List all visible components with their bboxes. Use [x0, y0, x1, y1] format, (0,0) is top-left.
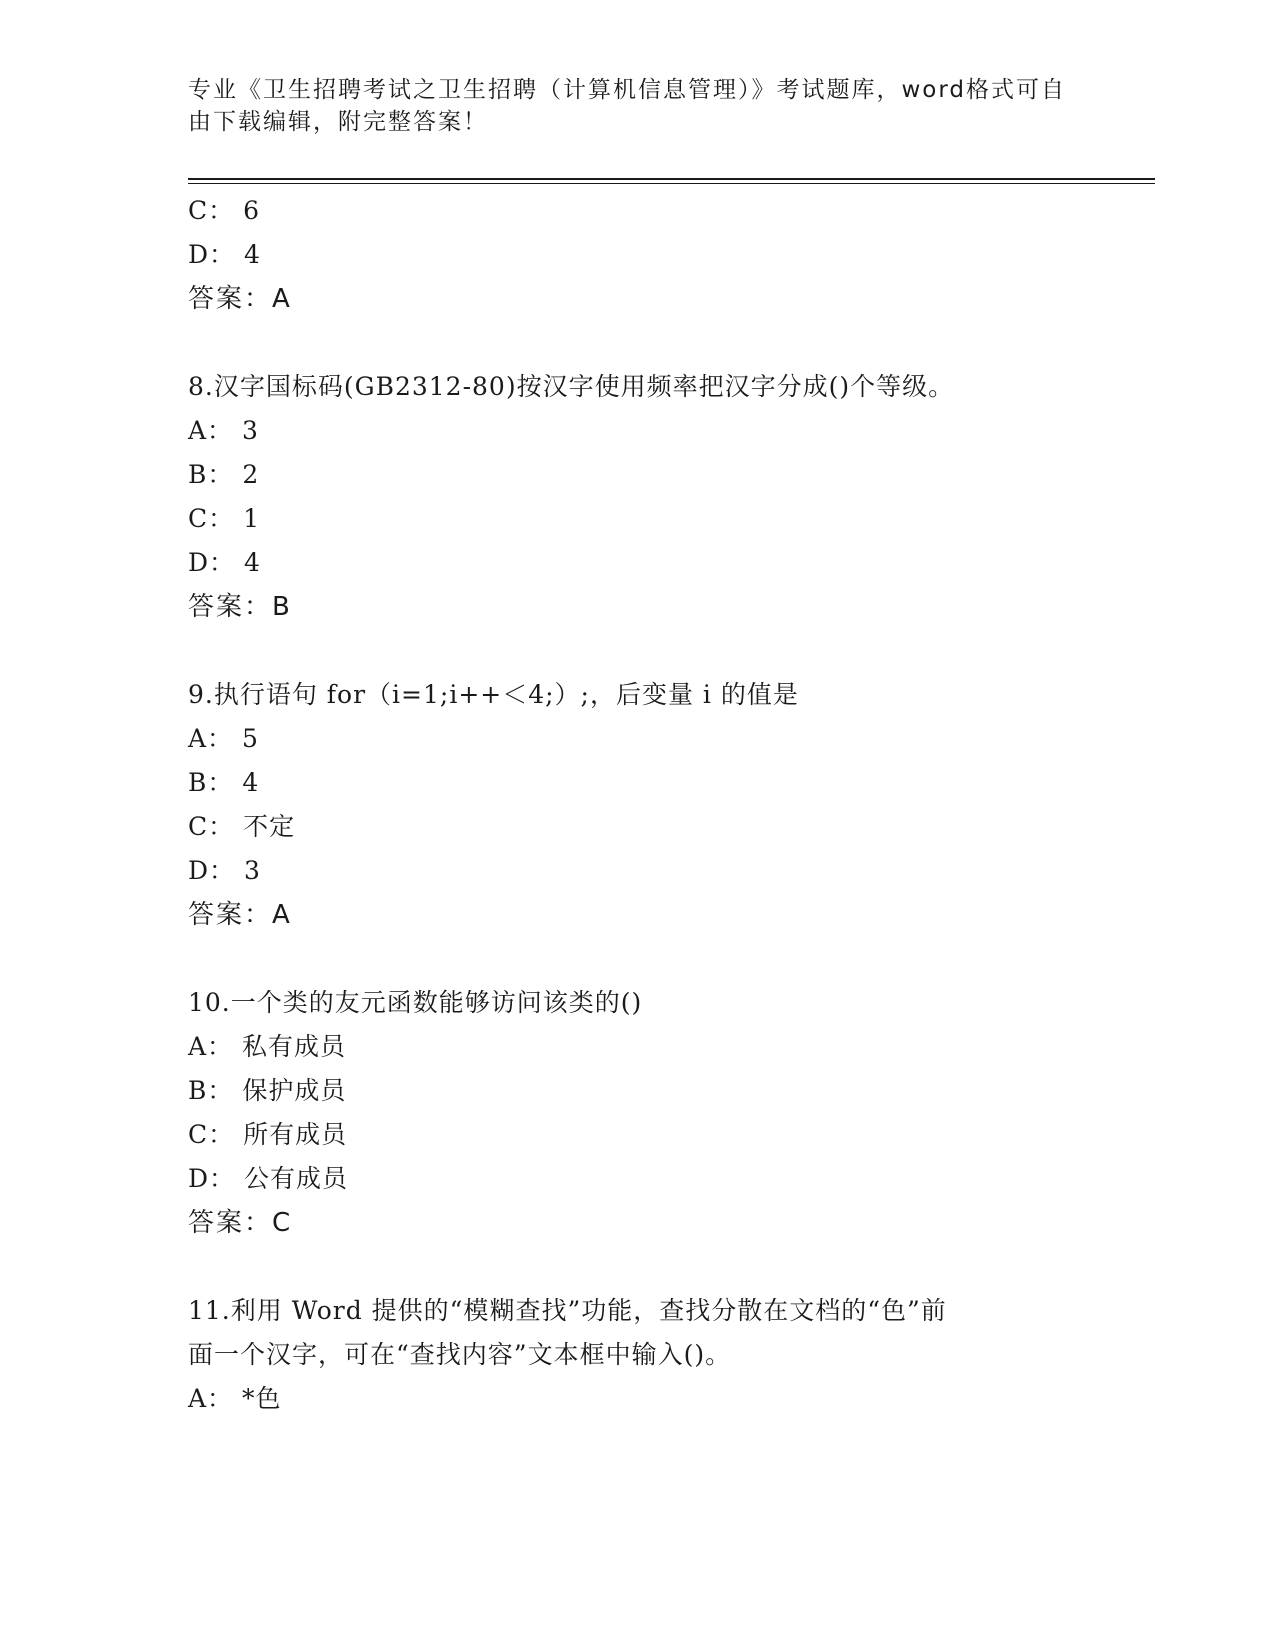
q9-answer: 答案：A	[188, 900, 292, 930]
q8-option-b: B： 2	[188, 460, 260, 489]
q11-option-a: A： *色	[188, 1384, 282, 1413]
q11-stem-line2: 面一个汉字，可在“查找内容”文本框中输入()。	[188, 1340, 732, 1369]
q8-option-a: A： 3	[188, 416, 259, 445]
q10-option-b: B： 保护成员	[188, 1076, 347, 1105]
q9-option-b: B： 4	[188, 768, 260, 797]
q9-option-d: D： 3	[188, 856, 261, 885]
q7-option-d: D： 4	[188, 240, 261, 269]
q8-answer: 答案：B	[188, 592, 292, 622]
q11-stem-line1: 11.利用 Word 提供的“模糊查找”功能，查找分散在文档的“色”前	[188, 1296, 947, 1325]
q7-answer: 答案：A	[188, 284, 292, 314]
q10-option-c: C： 所有成员	[188, 1120, 348, 1149]
q8-option-c: C： 1	[188, 504, 260, 533]
header-rule-thin	[188, 183, 1155, 184]
document-header: 专业《卫生招聘考试之卫生招聘（计算机信息管理）》考试题库，word格式可自由下载编辑，附完整答案！	[188, 77, 1067, 135]
q8-option-d: D： 4	[188, 548, 261, 577]
q10-option-d: D： 公有成员	[188, 1164, 348, 1193]
q8-stem: 8.汉字国标码(GB2312-80)按汉字使用频率把汉字分成()个等级。	[188, 372, 955, 401]
header-rule-thick	[188, 178, 1155, 180]
q10-option-a: A： 私有成员	[188, 1032, 347, 1061]
q7-option-c: C： 6	[188, 196, 260, 225]
q9-stem: 9.执行语句 for（i=1;i++＜4;）;，后变量 i 的值是	[188, 680, 799, 709]
q9-option-a: A： 5	[188, 724, 259, 753]
q9-option-c: C： 不定	[188, 812, 296, 841]
q10-stem: 10.一个类的友元函数能够访问该类的()	[188, 988, 643, 1017]
q10-answer: 答案：C	[188, 1208, 293, 1238]
